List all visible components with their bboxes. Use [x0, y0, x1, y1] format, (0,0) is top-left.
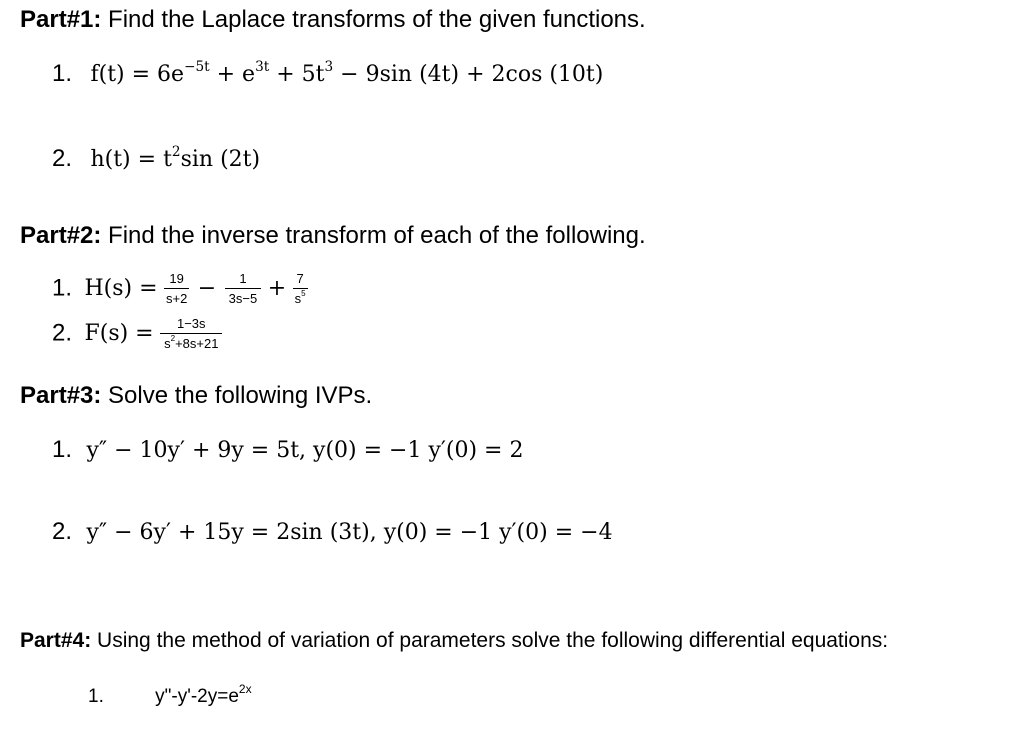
part1-item-2: [52, 145, 260, 173]
part2-heading: [20, 222, 646, 250]
item-number: 1.: [52, 436, 73, 463]
operator-plus: +: [267, 276, 287, 301]
part2-label: Part#2:: [20, 222, 102, 249]
laplace-function-h: $h(t) = t^2\sin$ (2t): [90, 143, 261, 172]
part4-heading: [20, 629, 888, 653]
ivp-equation-1: y″ − 10y′ + 9y = 5t, y(0) = −1 y′(0) = 2: [86, 438, 524, 463]
laplace-function-f: $f(t) = 6e^{-5t} + e^{3t} + 5t^3 - 9\sin$ (4t) + 2cos (10t): [90, 58, 604, 87]
part4-instruction: Using the method of variation of parameters solve the following differential equations:: [97, 629, 889, 652]
part3-label: Part#3:: [20, 382, 102, 409]
fraction-term-1: $\frac{19}{s+2}$: [166, 271, 188, 306]
part2-item-1: [52, 272, 310, 305]
part3-item-1: [52, 436, 523, 464]
item-number: 2.: [52, 319, 73, 347]
part2-item-2: [52, 317, 224, 350]
item-number: 2.: [52, 145, 73, 172]
part3-heading: [20, 382, 372, 410]
part4-item-1: [88, 681, 252, 708]
item-number: 2.: [52, 518, 73, 545]
part1-label: Part#1:: [20, 6, 102, 33]
part3-item-2: [52, 518, 613, 546]
item-number: 1.: [88, 686, 104, 707]
function-H-lhs: H(s) =: [84, 276, 158, 301]
fraction-term-3: $\frac{7}{s^5}$: [294, 271, 306, 306]
part1-item-1: [52, 60, 603, 88]
part2-instruction: Find the inverse transform of each of the following.: [108, 222, 646, 249]
part1-heading: [20, 6, 646, 34]
ivp-equation-2: y″ − 6y′ + 15y = 2sin (3t), y(0) = −1 y′(0) = −4: [86, 520, 613, 545]
part4-label: Part#4:: [20, 629, 92, 652]
part3-instruction: Solve the following IVPs.: [108, 382, 373, 409]
fraction-term-2: $\frac{1}{3s-5}$: [225, 272, 262, 305]
operator-minus: −: [197, 276, 217, 301]
part1-instruction: Find the Laplace transforms of the given functions.: [108, 6, 646, 33]
item-number: 1.: [52, 274, 73, 302]
fraction-F: $\frac{1-3s}{s^2+8s+21}$: [160, 317, 222, 350]
item-number: 1.: [52, 60, 73, 87]
variation-of-parameters-equation: $y"-y'-2y=e^{2x}$: [155, 681, 252, 707]
function-F-lhs: F(s) =: [84, 321, 154, 346]
